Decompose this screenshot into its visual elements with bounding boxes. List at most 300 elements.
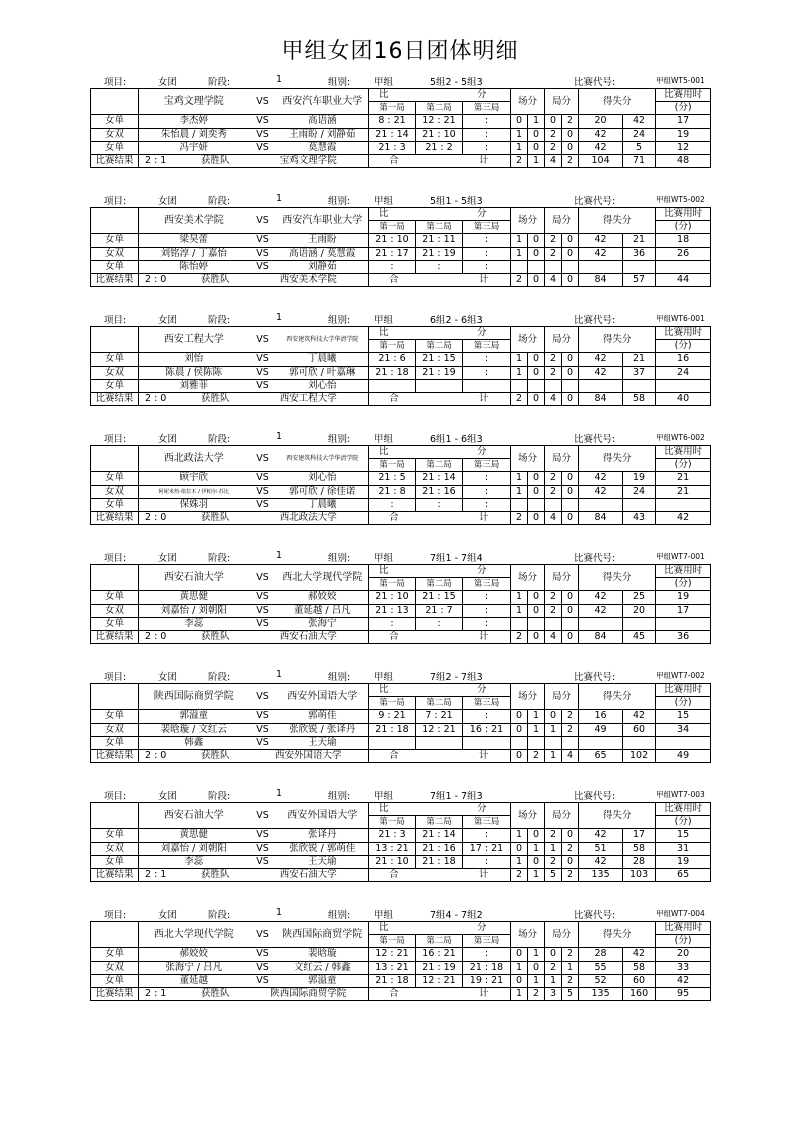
table-row [91,141,711,154]
player-a: 李蕊 [139,617,249,630]
game1-score: 21 : 10 [369,234,416,247]
result-row [91,273,711,286]
total-cell: 4 [545,392,562,405]
stage-value: 1 [276,74,283,85]
stat-cell: 42 [623,115,656,128]
stat-cell: 1 [511,829,528,842]
stat-cell: 58 [623,961,656,974]
stat-cell: 2 [562,842,579,855]
game3-score: 17 : 21 [463,842,511,855]
table-row [91,472,711,485]
team-b-name: 西北大学现代学院 [277,565,369,591]
match-pts-header: 场分 [511,565,545,591]
stat-cell: 2 [545,829,562,842]
group-label: 组别: [328,672,351,683]
stat-cell: 0 [528,353,545,366]
vs-label: VS [249,260,277,273]
stage-value: 1 [276,193,283,204]
match-block [90,193,710,287]
game3-score: : [463,710,511,723]
game3-header: 第三局 [463,340,511,353]
total-cell: 1 [528,868,545,881]
result-row [91,392,711,405]
stat-cell: 0 [545,710,562,723]
stat-cell: 0 [528,604,545,617]
vs-label: VS [249,366,277,379]
game2-score: 16 : 21 [416,948,463,961]
points-header: 得失分 [579,565,656,591]
player-b: 刘心怡 [277,472,369,485]
stat-cell [528,260,545,273]
time-unit: (分) [656,221,711,234]
score-header [369,89,511,102]
vs-label: VS [249,974,277,987]
group-label: 组别: [328,910,351,921]
stat-cell: 42 [623,948,656,961]
match-pts-header: 场分 [511,684,545,710]
game2-score: 21 : 16 [416,842,463,855]
table-header-row [91,208,711,221]
stat-cell [623,379,656,392]
vs-label: VS [249,591,277,604]
stat-cell: 0 [562,829,579,842]
stage-value: 1 [276,431,283,442]
game1-score: 21 : 14 [369,128,416,141]
stat-cell [528,379,545,392]
winner-name: 西安工程大学 [249,392,369,405]
total-cell: 160 [623,987,656,1000]
event-value: 女团 [158,553,178,564]
total-cell: 0 [528,273,545,286]
stat-cell: 15 [656,710,711,723]
game3-score: : [463,366,511,379]
game3-score: : [463,498,511,511]
game3-score: : [463,485,511,498]
stat-cell [579,260,623,273]
time-unit: (分) [656,102,711,115]
bi-label: 比 [379,684,389,696]
event-type: 女双 [91,128,139,141]
total-cell: 84 [579,511,623,524]
match-table [90,207,711,287]
event-type: 女单 [91,617,139,630]
table-header-row [91,922,711,935]
stat-cell: 0 [562,472,579,485]
match-block [90,431,710,525]
game2-header: 第二局 [416,102,463,115]
game1-score: 21 : 8 [369,485,416,498]
stat-cell: 0 [528,485,545,498]
project-label: 项目: [104,910,127,921]
total-cell: 36 [656,630,711,643]
stat-cell [579,498,623,511]
stat-cell [623,617,656,630]
stat-cell: 15 [656,829,711,842]
stat-cell: 2 [562,115,579,128]
stat-cell: 0 [528,366,545,379]
result-score: 2 : 0 [145,631,167,643]
table-row [91,379,711,392]
player-b: 董延越 / 吕凡 [277,604,369,617]
game1-header: 第一局 [369,816,416,829]
total-cell: 57 [623,273,656,286]
player-b: 刘心怡 [277,379,369,392]
time-header: 比赛用时 [656,208,711,221]
stat-cell [656,736,711,749]
pairing-value: 7组2 - 7组3 [430,672,483,683]
game3-score: : [463,247,511,260]
time-header: 比赛用时 [656,327,711,340]
stage-label: 阶段: [208,196,231,207]
time-unit: (分) [656,459,711,472]
winner-name: 西北政法大学 [249,511,369,524]
stat-cell: 2 [545,591,562,604]
game1-score: 21 : 18 [369,723,416,736]
stat-cell: 42 [656,974,711,987]
total-cell: 49 [656,749,711,762]
time-unit: (分) [656,578,711,591]
match-code-label: 比赛代号: [574,553,616,564]
player-a: 顾宇欣 [139,472,249,485]
he-label: 合 [389,631,399,643]
stat-cell [562,736,579,749]
stat-cell: 34 [656,723,711,736]
game3-header: 第三局 [463,816,511,829]
stat-cell: 24 [623,485,656,498]
stat-cell: 2 [545,961,562,974]
event-type: 女单 [91,379,139,392]
player-a: 郭溢童 [139,710,249,723]
total-cell: 135 [579,868,623,881]
stat-cell: 1 [511,353,528,366]
table-header-row [91,565,711,578]
table-row [91,710,711,723]
stat-cell [528,736,545,749]
stage-label: 阶段: [208,672,231,683]
stat-cell: 26 [656,247,711,260]
stat-cell [562,617,579,630]
vs-label: VS [249,128,277,141]
stat-cell: 16 [656,353,711,366]
stat-cell [511,498,528,511]
vs-label: VS [249,208,277,234]
stat-cell: 2 [545,366,562,379]
total-cell: 43 [623,511,656,524]
player-b: 郭溢童 [277,974,369,987]
stat-cell: 0 [511,974,528,987]
stat-cell: 28 [579,948,623,961]
time-unit: (分) [656,816,711,829]
group-value: 甲组 [374,791,394,802]
game2-score: 21 : 16 [416,485,463,498]
fen-label: 分 [477,208,487,220]
stage-label: 阶段: [208,791,231,802]
stat-cell: 25 [623,591,656,604]
match-table [90,921,711,1001]
vs-label: VS [249,736,277,749]
stat-cell: 0 [562,591,579,604]
total-cell: 65 [656,868,711,881]
game1-score: : [369,498,416,511]
vs-label: VS [249,89,277,115]
event-value: 女团 [158,434,178,445]
team-a-name: 西北大学现代学院 [139,922,249,948]
stat-cell: 21 [623,353,656,366]
vs-label: VS [249,961,277,974]
player-b: 刘静茹 [277,260,369,273]
player-b: 郭可欣 / 叶嘉琳 [277,366,369,379]
fen-label: 分 [477,446,487,458]
result-row [91,749,711,762]
event-type: 女单 [91,855,139,868]
group-value: 甲组 [374,315,394,326]
winner-label: 获胜队 [201,512,230,524]
total-cell: 5 [562,987,579,1000]
stat-cell [562,498,579,511]
group-label: 组别: [328,77,351,88]
total-cell: 0 [562,630,579,643]
player-a: 陈怡婷 [139,260,249,273]
total-cell: 4 [562,749,579,762]
game1-score [369,379,416,392]
player-b: 莫慧霞 [277,141,369,154]
table-header-row [91,89,711,102]
team-b-name: 西安建筑科技大学华清学院 [277,327,369,353]
event-type: 女单 [91,353,139,366]
game3-header: 第三局 [463,697,511,710]
score-header [369,565,511,578]
result-cell [139,392,249,405]
player-b: 丁晨曦 [277,353,369,366]
event-type: 女单 [91,260,139,273]
winner-label: 获胜队 [201,274,230,286]
stat-cell: 2 [562,723,579,736]
game2-score: 21 : 14 [416,829,463,842]
result-score: 2 : 1 [145,869,167,881]
stat-cell: 20 [656,948,711,961]
time-unit: (分) [656,697,711,710]
winner-label: 获胜队 [201,631,230,643]
stat-cell [511,379,528,392]
stat-cell [562,379,579,392]
team-b-name: 西安汽车职业大学 [277,89,369,115]
winner-name: 陕西国际商贸学院 [249,987,369,1000]
player-b: 裴晗璇 [277,948,369,961]
team-b-name: 西安建筑科技大学华清学院 [277,446,369,472]
stat-cell: 2 [545,485,562,498]
total-label-cell [369,511,511,524]
event-type: 女双 [91,604,139,617]
time-header: 比赛用时 [656,684,711,697]
game2-score: 21 : 10 [416,128,463,141]
match-code-label: 比赛代号: [574,196,616,207]
vs-label: VS [249,617,277,630]
game1-score: 8 : 21 [369,115,416,128]
total-cell: 0 [528,630,545,643]
match-table [90,683,711,763]
winner-name: 西安石油大学 [249,630,369,643]
stage-value: 1 [276,788,283,799]
team-a-name: 西北政法大学 [139,446,249,472]
game1-header: 第一局 [369,459,416,472]
time-header: 比赛用时 [656,803,711,816]
table-row [91,736,711,749]
stat-cell: 1 [528,723,545,736]
stat-cell: 0 [511,710,528,723]
player-b: 张欣锐 / 张译丹 [277,723,369,736]
game-pts-header: 局分 [545,922,579,948]
stat-cell: 2 [545,128,562,141]
stat-cell: 0 [545,115,562,128]
winner-label: 获胜队 [201,869,230,881]
vs-label: VS [249,723,277,736]
player-b: 张译丹 [277,829,369,842]
event-type: 女双 [91,366,139,379]
game3-header: 第三局 [463,102,511,115]
total-cell: 2 [511,511,528,524]
game3-score [463,736,511,749]
stat-cell: 0 [528,961,545,974]
stat-cell: 0 [562,366,579,379]
game2-score: 21 : 2 [416,141,463,154]
player-a: 裴晗璇 / 文红云 [139,723,249,736]
stat-cell: 1 [528,974,545,987]
team-b-name: 西安外国语大学 [277,803,369,829]
stage-value: 1 [276,669,283,680]
stat-cell: 1 [511,961,528,974]
player-b: 王天瑜 [277,855,369,868]
stat-cell: 0 [528,247,545,260]
stat-cell: 0 [528,591,545,604]
game1-score: 21 : 10 [369,855,416,868]
match-code-value: 甲组WT7-001 [656,552,705,561]
game3-score: 19 : 21 [463,974,511,987]
game-pts-header: 局分 [545,208,579,234]
event-type: 女单 [91,948,139,961]
stage-label: 阶段: [208,77,231,88]
group-label: 组别: [328,434,351,445]
game1-header: 第一局 [369,697,416,710]
winner-name: 西安石油大学 [249,868,369,881]
stat-cell: 0 [562,247,579,260]
result-row [91,987,711,1000]
total-cell: 42 [656,511,711,524]
game1-header: 第一局 [369,578,416,591]
vs-label: VS [249,842,277,855]
total-cell: 2 [562,868,579,881]
game2-score: 21 : 19 [416,366,463,379]
stat-cell: 0 [562,353,579,366]
stat-cell: 1 [511,128,528,141]
event-type: 女单 [91,829,139,842]
group-label: 组别: [328,791,351,802]
group-value: 甲组 [374,910,394,921]
vs-label: VS [249,710,277,723]
stat-cell: 0 [562,234,579,247]
game1-score: : [369,617,416,630]
event-type: 女单 [91,974,139,987]
match-code-label: 比赛代号: [574,672,616,683]
he-label: 合 [389,274,399,286]
game2-score: 7 : 21 [416,710,463,723]
stat-cell: 19 [656,855,711,868]
group-label: 组别: [328,315,351,326]
total-label-cell [369,749,511,762]
game2-score: 21 : 11 [416,234,463,247]
total-label-cell [369,868,511,881]
stat-cell: 28 [623,855,656,868]
stat-cell: 12 [656,141,711,154]
page-title: 甲组女团16日团体明细 [281,39,519,64]
total-cell: 2 [511,154,528,167]
result-cell [139,154,249,167]
he-label: 合 [389,750,399,762]
total-label-cell [369,630,511,643]
fen-label: 分 [477,922,487,934]
stat-cell: 36 [623,247,656,260]
vs-label: VS [249,234,277,247]
total-cell: 104 [579,154,623,167]
total-cell: 58 [623,392,656,405]
stat-cell: 2 [545,353,562,366]
result-score: 2 : 0 [145,512,167,524]
table-row [91,247,711,260]
table-row [91,829,711,842]
stat-cell: 1 [511,141,528,154]
match-pts-header: 场分 [511,803,545,829]
match-code-value: 甲组WT6-002 [656,433,705,442]
fen-label: 分 [477,803,487,815]
result-cell [139,630,249,643]
total-cell: 0 [511,749,528,762]
stage-label: 阶段: [208,910,231,921]
game3-score: : [463,829,511,842]
game1-score: 9 : 21 [369,710,416,723]
vs-label: VS [249,565,277,591]
stat-cell: 18 [656,234,711,247]
result-label: 比赛结果 [91,630,139,643]
player-a: 梁昊蕾 [139,234,249,247]
stat-cell: 42 [579,128,623,141]
match-code-label: 比赛代号: [574,315,616,326]
table-row [91,842,711,855]
fen-label: 分 [477,89,487,101]
result-score: 2 : 0 [145,393,167,405]
group-value: 甲组 [374,196,394,207]
result-row [91,154,711,167]
result-score: 2 : 1 [145,988,167,1000]
time-header: 比赛用时 [656,565,711,578]
vs-label: VS [249,855,277,868]
table-row [91,961,711,974]
result-row [91,511,711,524]
table-header-row [91,684,711,697]
player-b: 郭可欣 / 徐佳诺 [277,485,369,498]
pairing-value: 6组2 - 6组3 [430,315,483,326]
event-type: 女双 [91,961,139,974]
stat-cell: 1 [545,723,562,736]
points-header: 得失分 [579,89,656,115]
match-block [90,669,710,763]
table-row [91,855,711,868]
stat-cell: 2 [545,141,562,154]
group-value: 甲组 [374,553,394,564]
game3-score: : [463,234,511,247]
stat-cell [623,736,656,749]
game2-score [416,379,463,392]
game1-score: 13 : 21 [369,961,416,974]
result-cell [139,511,249,524]
